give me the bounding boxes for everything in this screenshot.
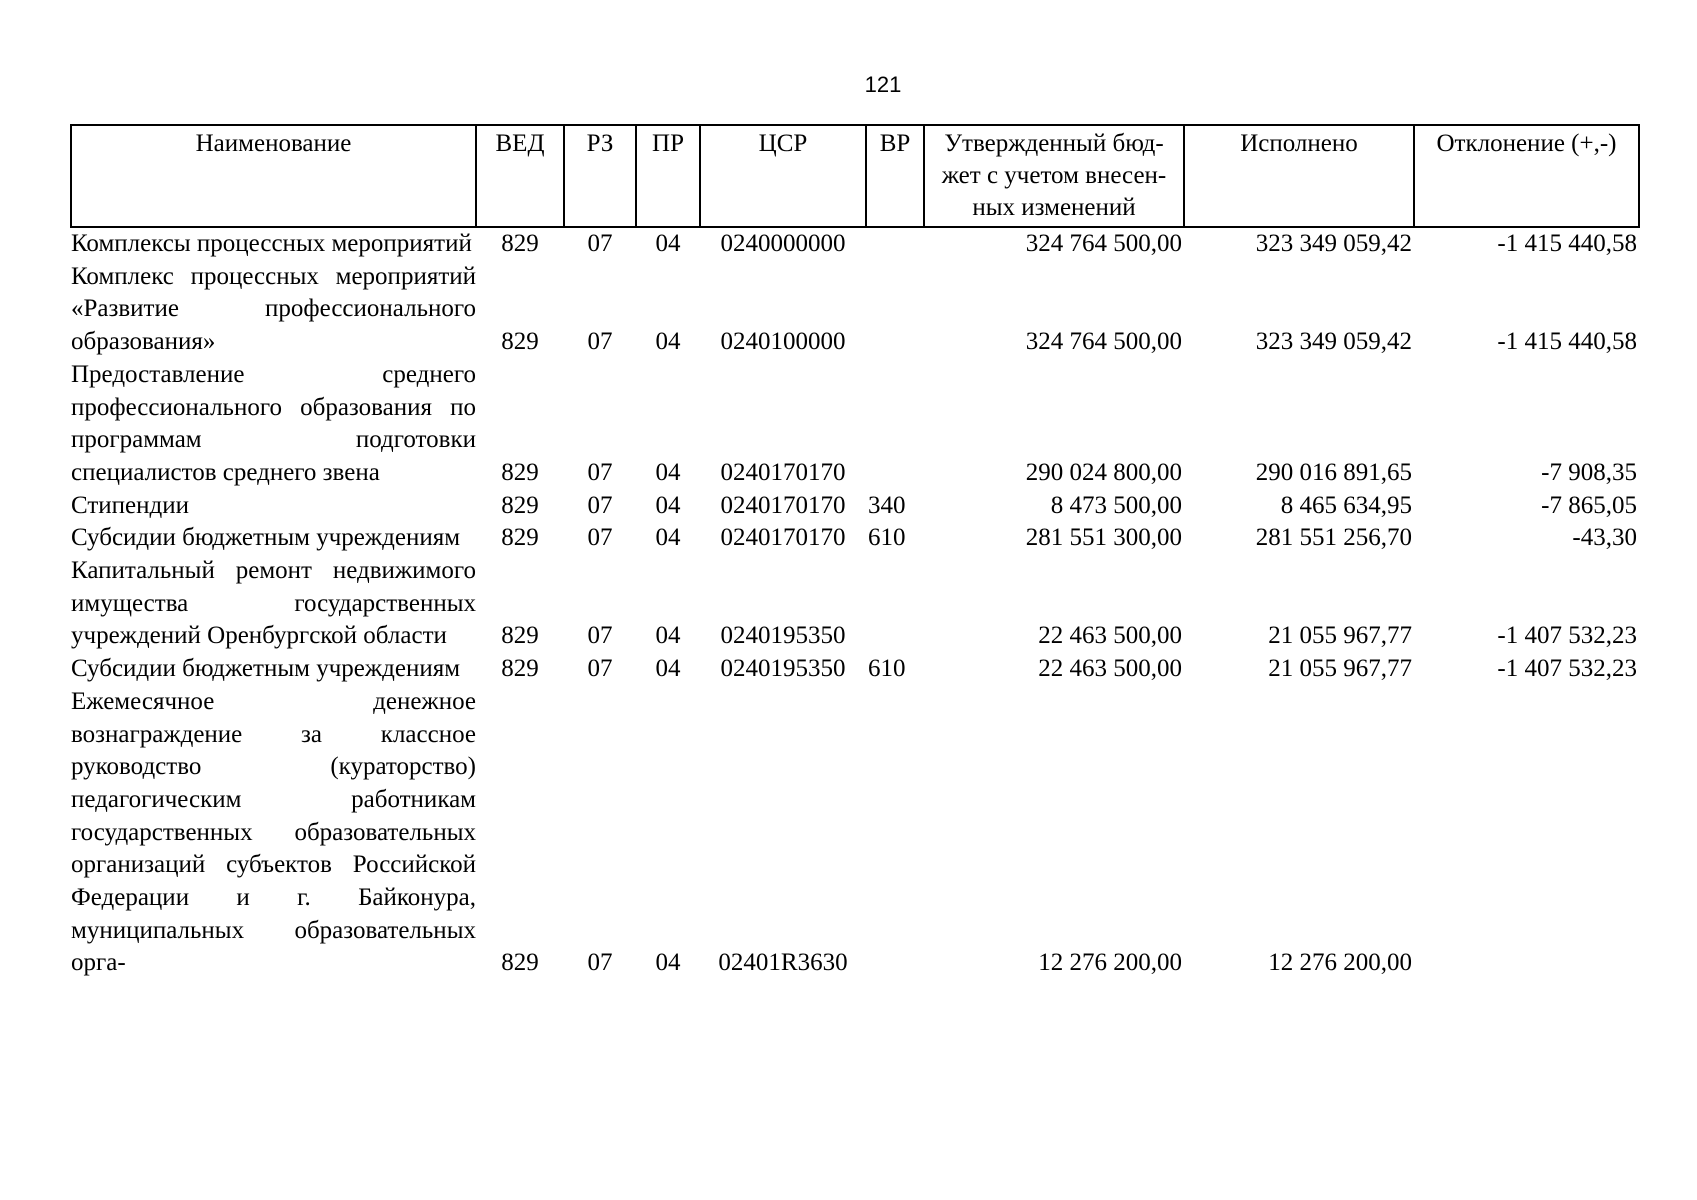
cell-executed: 12 276 200,00 xyxy=(1268,949,1412,977)
cell-deviation: -1 415 440,58 xyxy=(1497,328,1637,356)
cell-deviation: -43,30 xyxy=(1572,524,1637,552)
cell-vr xyxy=(866,359,924,490)
cell-ved: 829 xyxy=(501,622,539,650)
cell-pr: 04 xyxy=(655,328,681,356)
cell-executed: 8 465 634,95 xyxy=(1280,491,1412,519)
cell-executed: 323 349 059,42 xyxy=(1255,230,1412,257)
cell-name: Комплексы процессных мероприятий xyxy=(71,230,472,257)
cell-csr: 0240170170 xyxy=(720,458,846,486)
cell-approved: 22 463 500,00 xyxy=(1038,622,1182,650)
cell-ved: 829 xyxy=(501,655,539,683)
cell-approved: 22 463 500,00 xyxy=(1038,655,1182,683)
cell-vr xyxy=(866,555,924,653)
cell-executed: 290 016 891,65 xyxy=(1255,458,1412,486)
cell-deviation: -1 407 532,23 xyxy=(1497,655,1637,683)
cell-pr: 04 xyxy=(655,230,681,257)
header-ved: ВЕД xyxy=(476,125,564,227)
header-approved: Утвержденный бюд-жет с учетом внесен-ных изменений xyxy=(924,125,1184,227)
header-rz: РЗ xyxy=(564,125,636,227)
cell-name: Субсидии бюджетным учреждениям xyxy=(71,524,461,552)
cell-csr: 0240000000 xyxy=(720,230,846,257)
cell-name: Стипендии xyxy=(71,491,189,519)
table-row xyxy=(71,522,1639,555)
header-name: Наименование xyxy=(71,125,476,227)
cell-vr: 610 xyxy=(868,524,906,552)
cell-executed: 21 055 967,77 xyxy=(1268,655,1412,683)
table-row xyxy=(71,686,1639,980)
header-pr: ПР xyxy=(636,125,700,227)
cell-ved: 829 xyxy=(501,328,539,356)
cell-vr xyxy=(866,261,924,359)
cell-deviation xyxy=(1414,686,1639,980)
cell-csr: 0240170170 xyxy=(720,524,846,552)
cell-csr: 02401R3630 xyxy=(718,949,848,977)
table-body xyxy=(71,227,1639,980)
cell-name: Капитальный ремонт недвижимого имущества государственных учреждений Оренбургской области xyxy=(71,557,476,650)
cell-deviation: -7 865,05 xyxy=(1541,491,1637,519)
cell-vr xyxy=(866,227,924,261)
cell-pr: 04 xyxy=(655,524,681,552)
cell-vr: 340 xyxy=(868,491,906,519)
cell-pr: 04 xyxy=(655,622,681,650)
cell-pr: 04 xyxy=(655,949,681,977)
cell-rz: 07 xyxy=(587,949,613,977)
cell-executed: 323 349 059,42 xyxy=(1255,328,1412,356)
cell-name: Субсидии бюджетным учреждениям xyxy=(71,655,461,683)
table-header-row xyxy=(71,125,1639,227)
cell-rz: 07 xyxy=(587,328,613,356)
table-row xyxy=(71,555,1639,653)
cell-deviation: -1 407 532,23 xyxy=(1497,622,1637,650)
cell-rz: 07 xyxy=(587,230,613,257)
cell-rz: 07 xyxy=(587,491,613,519)
cell-approved: 12 276 200,00 xyxy=(1038,949,1182,977)
table-row xyxy=(71,359,1639,490)
table-row xyxy=(71,490,1639,523)
cell-csr: 0240100000 xyxy=(720,328,846,356)
cell-pr: 04 xyxy=(655,491,681,519)
cell-ved: 829 xyxy=(501,458,539,486)
cell-executed: 281 551 256,70 xyxy=(1255,524,1412,552)
cell-ved: 829 xyxy=(501,949,539,977)
cell-approved: 8 473 500,00 xyxy=(1050,491,1182,519)
cell-deviation: -7 908,35 xyxy=(1541,458,1637,486)
cell-ved: 829 xyxy=(501,524,539,552)
page-number: 121 xyxy=(864,72,902,97)
header-executed: Исполнено xyxy=(1184,125,1414,227)
cell-csr: 0240195350 xyxy=(720,655,846,683)
header-deviation: Отклонение (+,-) xyxy=(1414,125,1639,227)
table-row xyxy=(71,227,1639,261)
cell-pr: 04 xyxy=(655,655,681,683)
cell-executed: 21 055 967,77 xyxy=(1268,622,1412,650)
cell-name: Комплекс процессных мероприятий «Развитие профессионального образования» xyxy=(71,262,476,356)
cell-name: Предоставление среднего профессионального образования по программам подготовки специалистов среднего звена xyxy=(71,360,476,486)
budget-execution-table xyxy=(70,124,1640,980)
cell-approved: 324 764 500,00 xyxy=(1025,328,1182,356)
cell-pr: 04 xyxy=(655,458,681,486)
header-vr: ВР xyxy=(866,125,924,227)
cell-approved: 281 551 300,00 xyxy=(1025,524,1182,552)
table-row xyxy=(71,261,1639,359)
cell-vr: 610 xyxy=(868,655,906,683)
cell-vr xyxy=(866,686,924,980)
header-csr: ЦСР xyxy=(700,125,866,227)
cell-csr: 0240170170 xyxy=(720,491,846,519)
table-row xyxy=(71,653,1639,686)
cell-deviation: -1 415 440,58 xyxy=(1497,230,1637,257)
cell-rz: 07 xyxy=(587,622,613,650)
cell-approved: 324 764 500,00 xyxy=(1025,230,1182,257)
cell-approved: 290 024 800,00 xyxy=(1025,458,1182,486)
cell-ved: 829 xyxy=(501,230,539,257)
cell-ved: 829 xyxy=(501,491,539,519)
cell-rz: 07 xyxy=(587,458,613,486)
cell-rz: 07 xyxy=(587,524,613,552)
cell-rz: 07 xyxy=(587,655,613,683)
cell-name: Ежемесячное денежное вознаграждение за классное руководство (кураторство) педагогическим работникам государственных образовательных организаций субъектов Российской Федерации и г. Байконура, муниципальных образовательных орга- xyxy=(71,687,476,977)
cell-csr: 0240195350 xyxy=(720,622,846,650)
